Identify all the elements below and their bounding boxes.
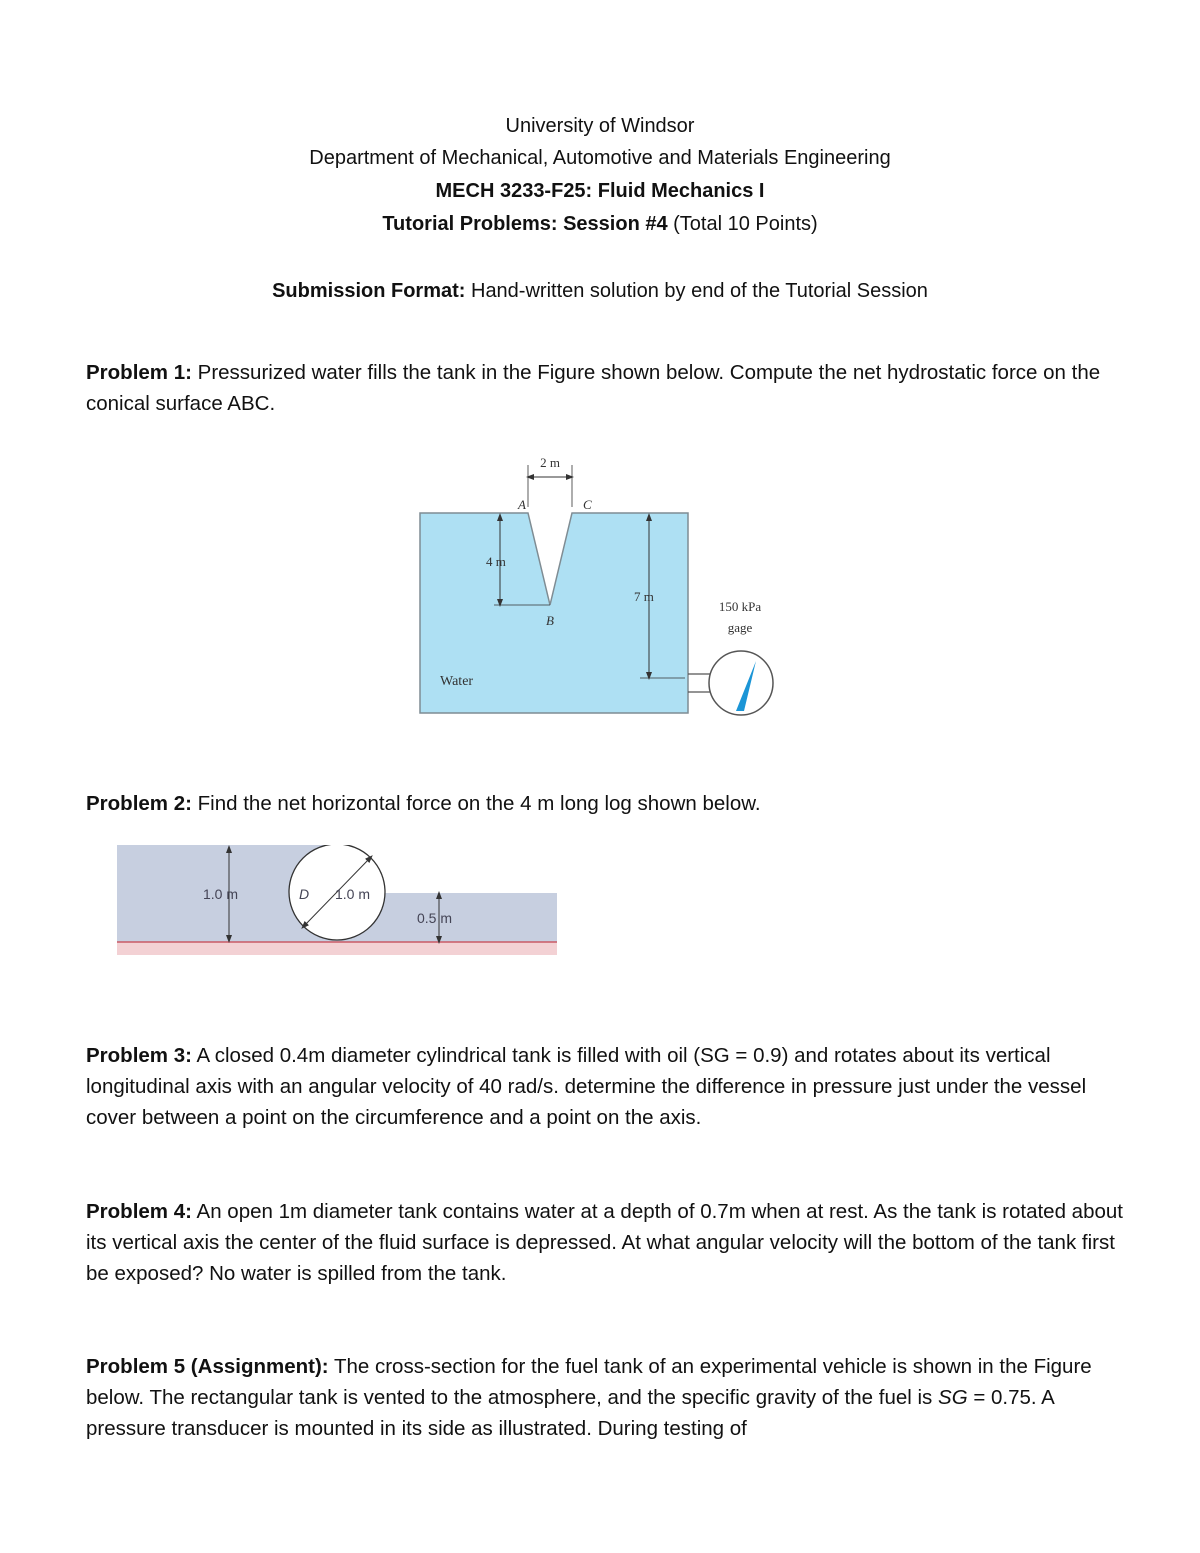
tutorial-title-bold: Tutorial Problems: Session #4 xyxy=(382,213,668,235)
problem-3-text: A closed 0.4m diameter cylindrical tank is filled with oil (SG = 0.9) and rotates about its vertical longitudinal axis with an angular velocity of 40 rad/s. determine the difference in pressure just under the vessel cover between a point on the circumference and a point on the axis. xyxy=(86,1044,1087,1129)
label-b: B xyxy=(546,613,554,628)
problem-1 xyxy=(86,357,1126,419)
dim-top: 2 m xyxy=(540,455,560,470)
diameter-value: 1.0 m xyxy=(335,886,371,902)
dim-cone: 4 m xyxy=(486,554,506,569)
problem-4 xyxy=(86,1196,1126,1289)
tutorial-points: (Total 10 Points) xyxy=(667,213,818,235)
tutorial-title xyxy=(0,212,1200,236)
problem-4-text: An open 1m diameter tank contains water at a depth of 0.7m when at rest. As the tank is rotated about its vertical axis the center of the fluid surface is depressed. At what angular velocity will the bottom of the tank first be exposed? No water is spilled from the tank. xyxy=(86,1200,1123,1285)
gauge-unit: gage xyxy=(727,620,753,635)
problem-5-text-a: The cross-section for the fuel tank of an experimental vehicle is shown in the Figure below. The rectangular tank is vented to the atmosphere, and the specific gravity of the fuel is xyxy=(86,1355,1092,1409)
problem-5-text-b: = 0.75. A pressure transducer is mounted in its side as illustrated. During testing of xyxy=(86,1386,1054,1440)
problem-4-label: Problem 4: xyxy=(86,1200,192,1223)
problem-1-text: Pressurized water fills the tank in the Figure shown below. Compute the net hydrostatic force on the conical surface ABC. xyxy=(86,361,1101,415)
problem-2-text: Find the net horizontal force on the 4 m long log shown below. xyxy=(191,792,761,815)
problem-3 xyxy=(86,1040,1126,1133)
submission-text: Hand-written solution by end of the Tutorial Session xyxy=(465,280,928,302)
gauge-value: 150 kPa xyxy=(718,599,762,614)
submission-format xyxy=(0,279,1200,303)
department-name: Department of Mechanical, Automotive and Materials Engineering xyxy=(309,147,891,169)
right-depth: 0.5 m xyxy=(417,910,453,926)
problem-3-label: Problem 3: xyxy=(86,1044,192,1067)
problem-5-sg: SG xyxy=(938,1386,968,1409)
problem-1-label: Problem 1: xyxy=(86,361,192,384)
figure-1-tank xyxy=(400,445,800,735)
diameter-symbol: D xyxy=(299,886,310,902)
dim-depth: 7 m xyxy=(634,589,654,604)
figure-2-log xyxy=(117,845,559,957)
label-c: C xyxy=(583,497,592,512)
problem-2-label: Problem 2: xyxy=(86,792,192,815)
ground xyxy=(117,942,557,955)
course-title: MECH 3233-F25: Fluid Mechanics I xyxy=(435,180,765,202)
problem-2 xyxy=(86,788,1126,819)
university-name: University of Windsor xyxy=(505,115,695,137)
fluid-label: Water xyxy=(440,674,474,689)
problem-5-label: Problem 5 (Assignment): xyxy=(86,1355,329,1378)
left-depth: 1.0 m xyxy=(203,886,239,902)
submission-label: Submission Format: xyxy=(272,280,466,302)
label-a: A xyxy=(518,497,526,512)
problem-5 xyxy=(86,1351,1126,1444)
